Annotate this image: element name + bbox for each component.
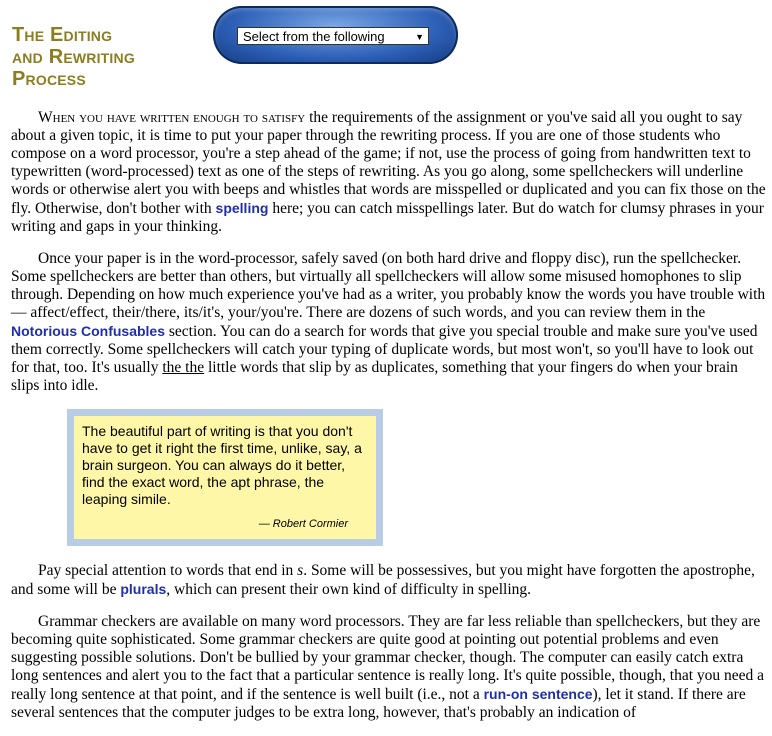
lead-in-text: When you have written enough to satisfy [38, 109, 306, 126]
topic-select-dropdown[interactable] [237, 27, 429, 45]
paragraph-4: Grammar checkers are available on many word processors. They are far less reliable than spellcheckers, but they are becoming quite sophisticated. Some grammar checkers are quite good at pointing out potential problems and even suggesting possible solutions. Don't be bullied by your grammar checker, though. The computer can easily catch extra long sentences and alert you to the fact that a particular sentence is really long. It's quite possible, though, that you need a really long sentence at that point, and if the sentence is well built (i.e., not a run-on sentence), let it stand. If there are several sentences that the computer judges to be extra long, however, that's probably an indication of [11, 613, 765, 721]
duplicate-example: the the [162, 359, 205, 376]
navigation-selector-panel [213, 6, 458, 64]
title-line-1: The Editing [12, 24, 113, 46]
title-line-2: and Rewriting [12, 46, 135, 68]
title-line-3: Process [12, 68, 86, 90]
run-on-sentence-link[interactable]: run-on sentence [483, 686, 593, 702]
paragraph-2: Once your paper is in the word-processor, safely saved (on both hard drive and floppy disc), run the spellchecker. Some spellcheckers are better than others, but virtually all spellcheckers will allow some misused homophones to slip through. Depending on how much experience you've had as a writer, you probably know the words you have trouble with — affect/effect, their/there, its/it's, your/you're. There are dozens of such words, and you can review them in the Notorious Confusables section. You can do a search for words that give you special trouble and make sure you've used them correctly. Some spellcheckers will catch your typing of duplicate words, but most won't, so you'll have to look out for that, too. It's usually the the little words that slip by as duplicates, something that your fingers do when your brain slips into idle. [11, 250, 766, 394]
plurals-link[interactable]: plurals [120, 581, 167, 597]
topic-select-value: Select from the following [243, 29, 385, 44]
page-title [12, 24, 135, 90]
quote-box [67, 409, 383, 546]
notorious-confusables-link[interactable]: Notorious Confusables [11, 323, 166, 339]
paragraph-1: When you have written enough to satisfy the requirements of the assignment or you've said all you ought to say about a given topic, it is time to put your paper through the rewriting process. If you are one of those students who compose on a word processor, you're a step ahead of the game; if not, use the process of going from handwritten text to typewritten (word-processed) text as one of the steps of rewriting. As you go along, some spellcheckers will underline words or otherwise alert you with beeps and whistles that words are misspelled or duplicated and you can fix those on the fly. Otherwise, don't bother with spelling here; you can catch misspellings later. But do watch for clumsy phrases in your writing and gaps in your thinking. [11, 109, 766, 235]
spelling-link[interactable]: spelling [215, 200, 269, 216]
quote-text: The beautiful part of writing is that you don't have to get it right the first time, unlike, say, a brain surgeon. You can always do it better, find the exact word, the apt phrase, the leaping simile. [82, 423, 362, 507]
dropdown-arrow-icon[interactable]: ▼ [415, 32, 424, 42]
article-body [11, 109, 766, 736]
paragraph-3: Pay special attention to words that end in s. Some will be possessives, but you might have forgotten the apostrophe, and some will be plurals, which can present their own kind of difficulty in spelling. [11, 562, 755, 598]
quote-attribution: — Robert Cormier [258, 518, 348, 530]
